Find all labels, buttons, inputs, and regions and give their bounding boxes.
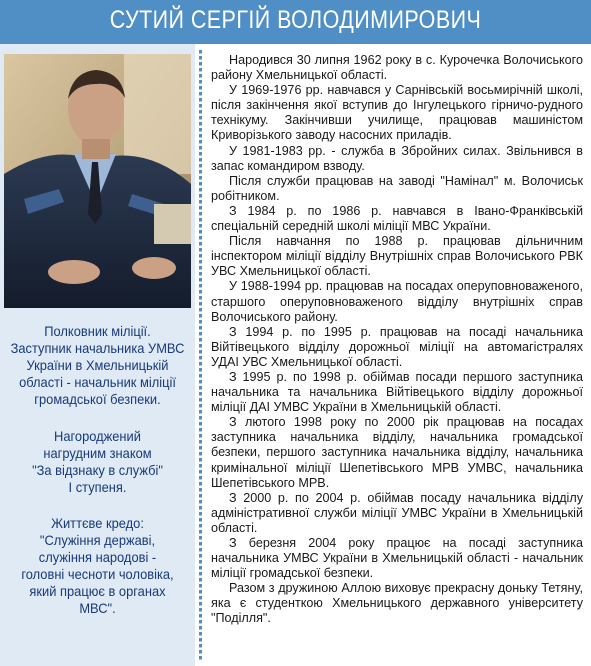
- caption-line: головні чесноти чоловіка,: [21, 566, 174, 582]
- portrait-illustration: [4, 54, 191, 308]
- credo-caption: [3, 515, 192, 617]
- dotted-divider: [199, 50, 202, 662]
- bio-paragraph: У 1981-1983 рр. - служба в Збройних силах. Звільнився в запас командиром взводу.: [211, 143, 583, 173]
- bio-paragraph: З лютого 1998 року по 2000 рік працював на посадах заступника начальника відділу, начальника громадської безпеки, першого заступника начальника відділу, начальника кримінальної міліції Шепетівського МРВ УМВС, начальника Шепетівського МРВ.: [211, 415, 583, 490]
- page-title: СУТИЙ СЕРГІЙ ВОЛОДИМИРОВИЧ: [109, 6, 482, 34]
- caption-line: Заступник начальника УМВС: [10, 340, 185, 356]
- bio-paragraph: З березня 2004 року працює на посаді заступника начальника УМВС України в Хмельницькій області - начальник міліції громадської безпеки.: [211, 536, 583, 581]
- caption-line: області - начальник міліції: [19, 374, 176, 390]
- bio-paragraph: У 1988-1994 рр. працював на посадах оперуповноваженого, старшого оперуповноваженого відділу внутрішніх справ Волочиського району.: [211, 279, 583, 324]
- caption-line: нагрудним знаком: [43, 445, 152, 461]
- caption-line: "За відзнаку в службі": [32, 462, 163, 478]
- bio-paragraph: З 1994 р. по 1995 р. працював на посаді начальника Війтівецького відділу дорожньої міліції на автомагістралях УДАІ УВС Хмельницької області.: [211, 324, 583, 369]
- caption-line: громадської безпеки.: [34, 391, 161, 407]
- caption-line: Життєве кредо:: [51, 515, 144, 531]
- award-caption: [3, 428, 192, 496]
- rank-caption: [3, 323, 192, 408]
- bio-paragraph: З 1984 р. по 1986 р. навчався в Івано-Франківській спеціальній середній школі міліції МВС України.: [211, 203, 583, 234]
- bio-paragraph: Народився 30 липня 1962 року в с. Курочечка Волочиського району Хмельницької області.: [211, 53, 583, 83]
- caption-line: І ступеня.: [68, 479, 127, 495]
- bio-paragraph: З 1995 р. по 1998 р. обіймав посади першого заступника начальника та начальника Війтівецького відділу дорожньої міліції ДАІ УМВС України в Хмельницькій області.: [211, 369, 583, 415]
- biography-text: [211, 53, 583, 627]
- caption-line: який працює в органах: [29, 583, 166, 599]
- bio-paragraph: З 2000 р. по 2004 р. обіймав посаду начальника відділу адміністративної служби міліції УМВС України в Хмельницькій області.: [211, 490, 583, 535]
- caption-line: України в Хмельницькій: [26, 357, 169, 373]
- bio-paragraph: Після навчання по 1988 р. працював дільничним інспектором міліції відділу Внутрішніх справ Волочиського РВК УВС Хмельницької області.: [211, 234, 583, 279]
- bio-paragraph: Після служби працював на заводі "Намінал" м. Волочиськ робітником.: [211, 173, 583, 203]
- header-bar: [0, 0, 591, 44]
- caption-line: МВС".: [79, 600, 116, 616]
- bio-paragraph: У 1969-1976 рр. навчався у Сарнівській восьмирічній школі, після закінчення якої вступив до Інгулецького гірничо-рудного технікуму. Закінчивши училище, працював машиністом Криворізького заводу насосних приладів.: [211, 83, 583, 143]
- caption-line: "Служіння державі,: [39, 532, 156, 548]
- portrait-photo-icon: [4, 54, 191, 308]
- caption-line: служіння народові -: [38, 549, 157, 565]
- caption-line: Полковник міліції.: [44, 323, 151, 339]
- caption-line: Нагороджений: [54, 428, 141, 444]
- bio-paragraph: Разом з дружиною Аллою виховує прекрасну доньку Тетяну, яка є студенткою Хмельницького державного університету "Поділля".: [211, 581, 583, 626]
